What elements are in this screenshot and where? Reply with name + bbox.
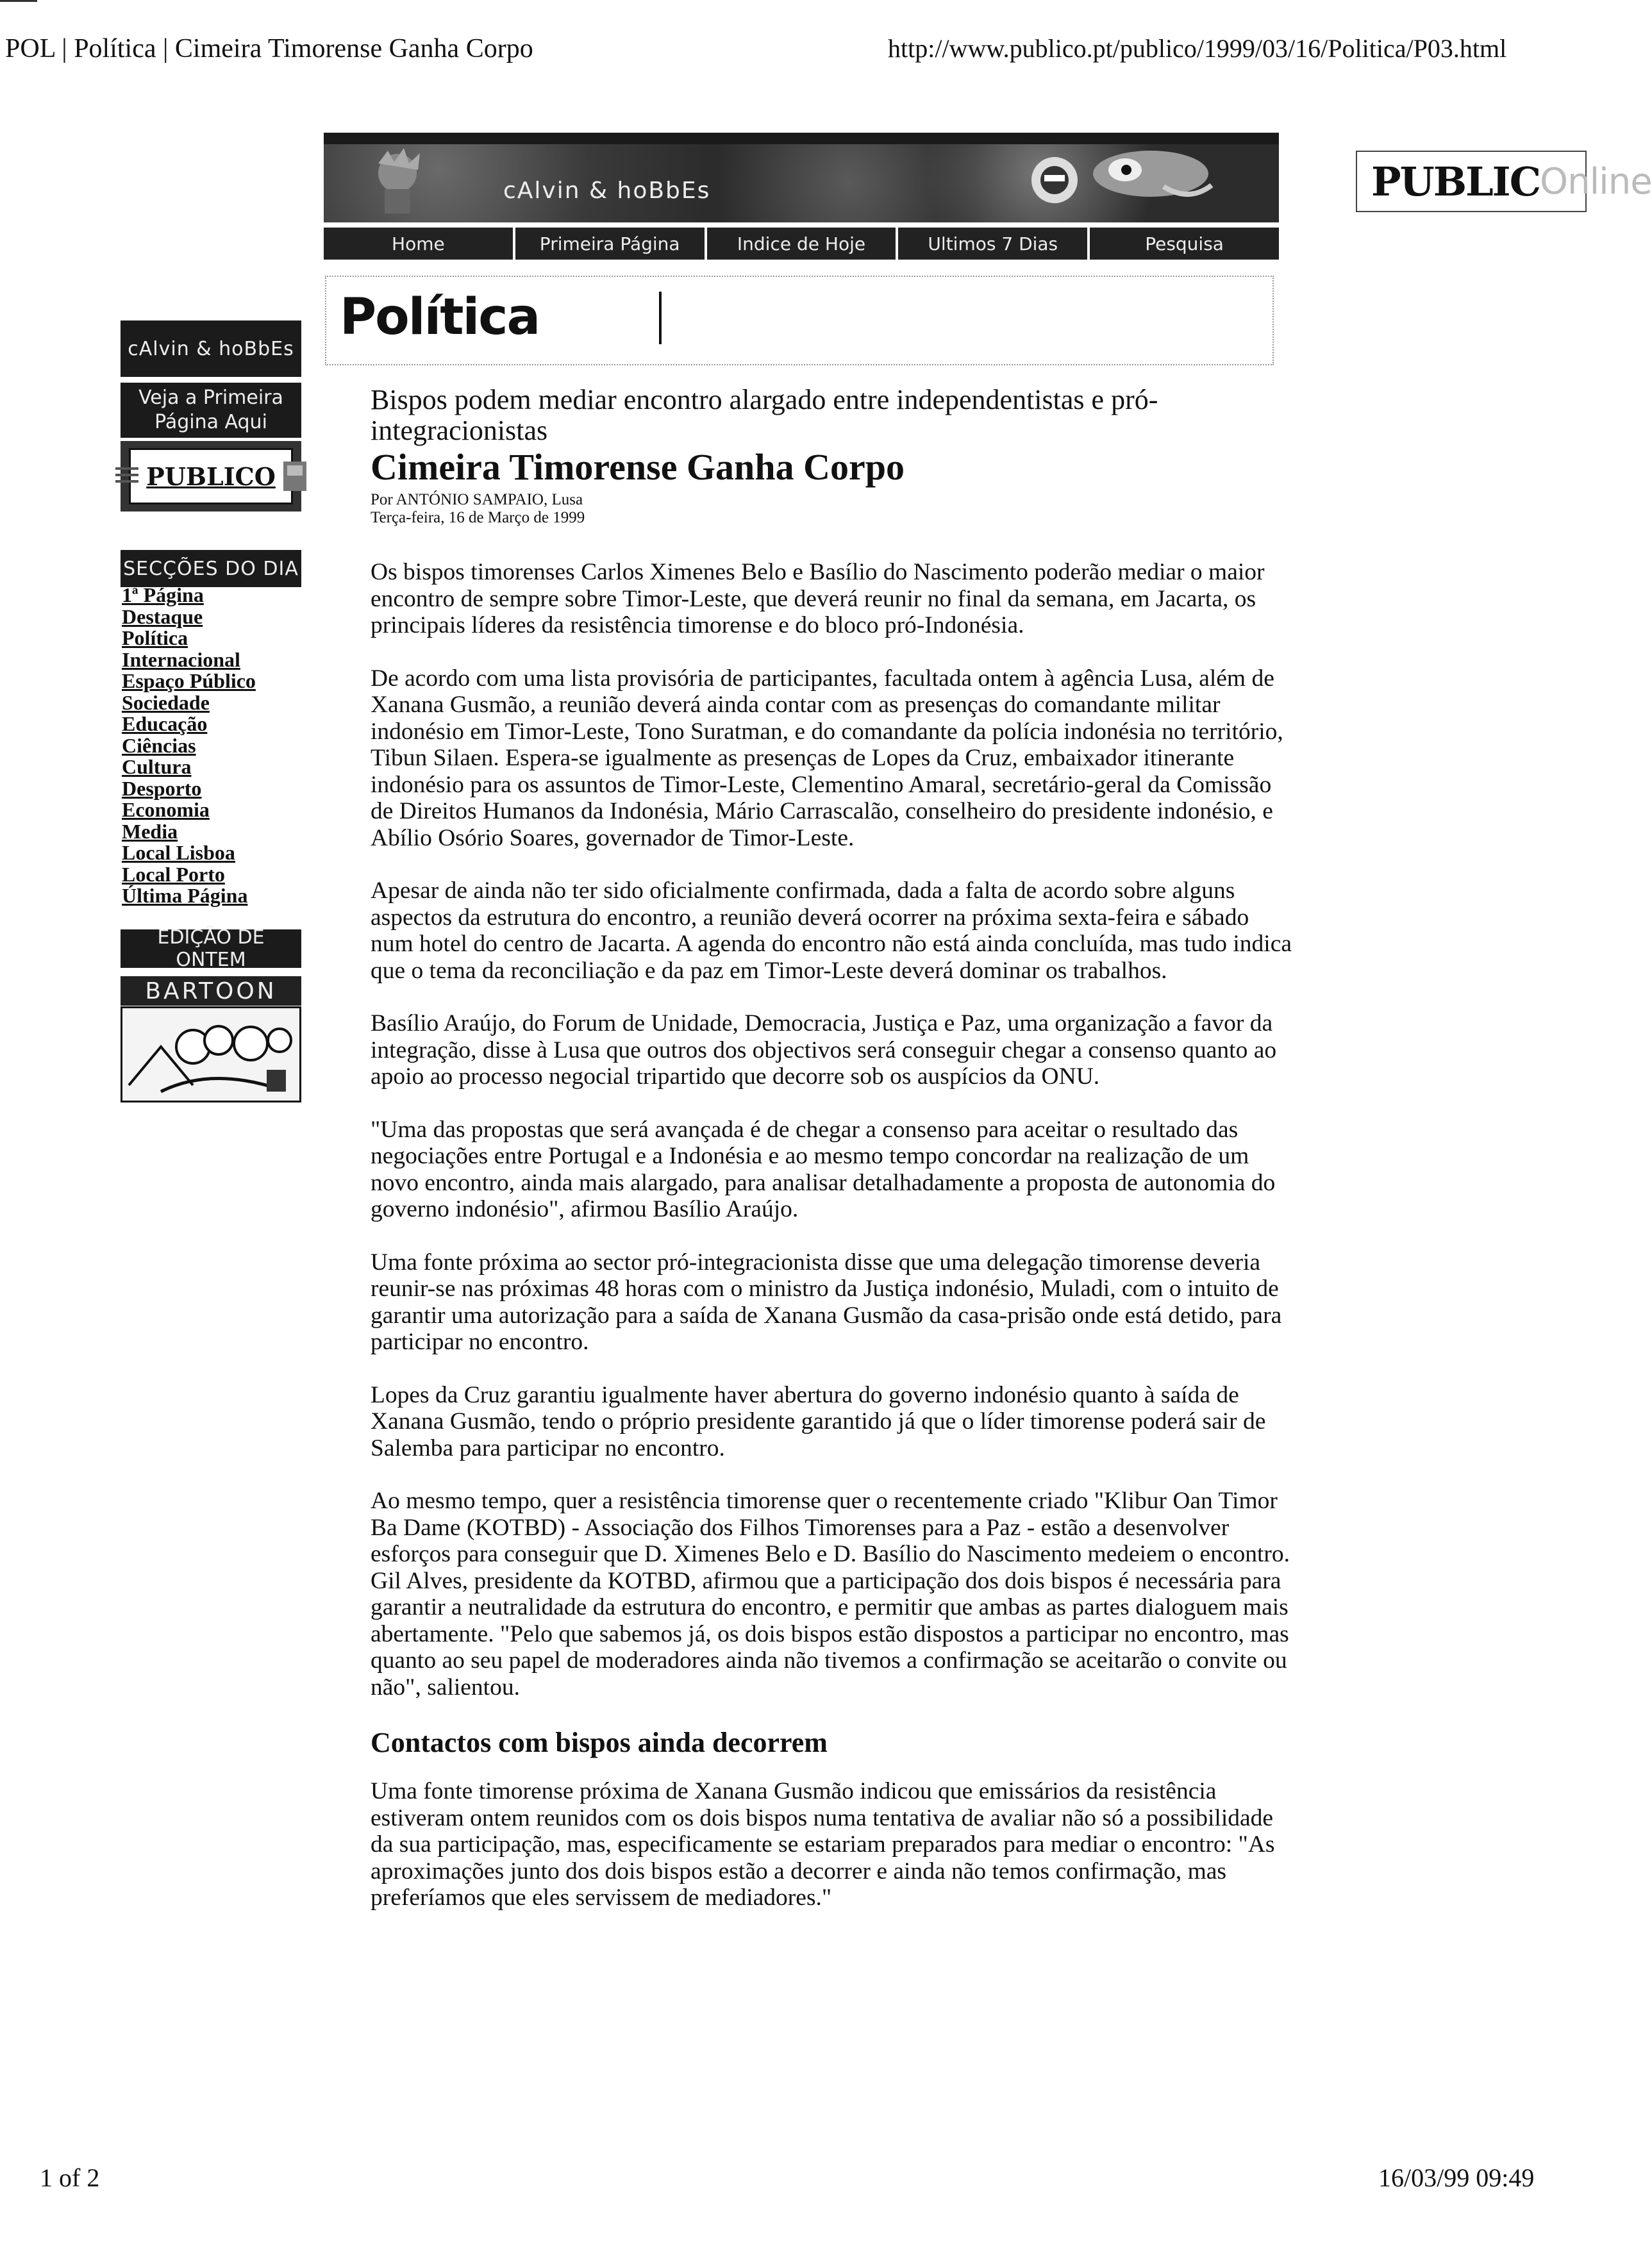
main-nav: [324, 228, 1279, 260]
sidebar-link-ultima-pagina[interactable]: Última Página: [122, 884, 248, 907]
sidebar-veja-primeira-button[interactable]: [121, 383, 301, 438]
article-paragraph: Uma fonte timorense próxima de Xanana Gusmão indicou que emissários da resistência estiveram ontem reunidos com os dois bispos numa tentativa de avaliar não só a possibilidade da sua participação, mas, especificamente se estariam preparados para mediar o encontro: "As aproximações junto dos dois bispos estão a decorrer e ainda não temos confirmação, mas preferíamos que eles servissem de mediadores.": [371, 1778, 1275, 1911]
nav-pesquisa[interactable]: Pesquisa: [1145, 233, 1224, 254]
sidebar-link-local-lisboa[interactable]: Local Lisboa: [122, 841, 235, 864]
logo-bold-text: PUBLIC: [1371, 158, 1540, 205]
sidebar-link-media[interactable]: Media: [122, 819, 178, 843]
sidebar-link-cultura[interactable]: Cultura: [122, 755, 192, 778]
article: [371, 385, 1294, 1938]
veja-line-2: Página Aqui: [154, 411, 267, 433]
article-paragraph: Lopes da Cruz garantiu igualmente haver abertura do governo indonésio quanto à saída de Xanana Gusmão, tendo o próprio presidente garantido já que o líder timorense poderá sair de Salemba para participar no encontro.: [371, 1381, 1266, 1461]
article-body: [371, 559, 1294, 1911]
nav-home[interactable]: Home: [324, 228, 515, 260]
article-byline: Por ANTÓNIO SAMPAIO, Lusa: [371, 491, 583, 508]
veja-line-1: Veja a Primeira: [138, 387, 283, 409]
sidebar-link-sociedade[interactable]: Sociedade: [122, 690, 210, 714]
sidebar-bartoon-label[interactable]: BARTOON: [121, 976, 301, 1006]
article-lead: Bispos podem mediar encontro alargado entre independentistas e pró-integracionistas: [371, 384, 1158, 446]
article-paragraph: "Uma das propostas que será avançada é de chegar a consenso para aceitar o resultado das negociações entre Portugal e a Indonésia e ao mesmo tempo concordar na realização de um novo encontro, ainda mais alargado, para analisar detalhadamente a proposta de autonomia do governo indonésio", afirmou Basílio Araújo.: [371, 1116, 1276, 1222]
sidebar-edicao-de-ontem-button[interactable]: EDIÇÃO DE ONTEM: [121, 929, 301, 968]
sidebar-seccoes-heading: SECÇÕES DO DIA: [121, 550, 301, 587]
print-footer-page: 1 of 2: [40, 2163, 100, 2192]
sidebar-calvin-banner[interactable]: cAlvin & hoBbEs: [121, 320, 301, 377]
calvin-cartoon-icon: [359, 144, 436, 215]
sidebar-link-local-porto[interactable]: Local Porto: [122, 862, 225, 886]
sidebar-publico-thumbnail[interactable]: [121, 441, 301, 512]
article-headline: Cimeira Timorense Ganha Corpo: [371, 446, 905, 488]
sidebar-link-desporto[interactable]: Desporto: [122, 776, 202, 800]
sidebar-link-destaque[interactable]: Destaque: [122, 604, 203, 628]
print-header-url: http://www.publico.pt/publico/1999/03/16/Politica/P03.html: [888, 34, 1507, 63]
bartoon-cartoon-icon[interactable]: [121, 1006, 301, 1102]
print-header-title: POL | Política | Cimeira Timorense Ganha Corpo: [5, 34, 533, 63]
publico-thumbnail-word: PUBLICO: [146, 462, 276, 491]
newspaper-photo-icon: [282, 460, 308, 492]
sidebar-link-economia[interactable]: Economia: [122, 798, 210, 821]
sidebar-link-ciencias[interactable]: Ciências: [122, 733, 196, 757]
sidebar-link-1a-pagina[interactable]: 1ª Página: [122, 583, 204, 606]
sidebar-link-politica[interactable]: Política: [122, 626, 188, 649]
article-paragraph: Os bispos timorenses Carlos Ximenes Belo e Basílio do Nascimento poderão mediar o maior encontro de sempre sobre Timor-Leste, que deverá reunir no final da semana, em Jacarta, os principais líderes da resistência timorense e do bloco pró-Indonésia.: [371, 559, 1265, 638]
article-date: Terça-feira, 16 de Março de 1999: [371, 509, 585, 526]
sidebar-section-links: [122, 585, 308, 907]
sidebar-link-educacao[interactable]: Educação: [122, 712, 208, 735]
bartoon-drawing: [122, 1008, 299, 1101]
logo-light-text: Online: [1540, 160, 1652, 203]
sidebar-link-internacional[interactable]: Internacional: [122, 647, 240, 671]
scan-corner-mark: [0, 0, 37, 2]
article-paragraph: De acordo com uma lista provisória de participantes, facultada ontem à agência Lusa, além de Xanana Gusmão, a reunião deverá ainda contar com as presenças do comandante militar indonésio em Timor-Leste, Tono Suratman, e do comandante da polícia indonésia no território, Tibun Silaen. Espera-se igualmente as presenças de Lopes da Cruz, embaixador itinerante indonésio para os assuntos de Timor-Leste, Clementino Amaral, secretário-geral da Comissão de Direitos Humanos da Indonésia, Mário Carrascalão, conselheiro do presidente indonésio, e Abílio Osório Soares, governador de Timor-Leste.: [371, 665, 1283, 851]
section-divider: [659, 292, 662, 344]
article-paragraph: Basílio Araújo, do Forum de Unidade, Democracia, Justiça e Paz, uma organização a favor da integração, disse à Lusa que outros dos objectivos será conseguir chegar a consenso quanto ao apoio ao processo negocial tripartido que decorre sob os auspícios da ONU.: [371, 1010, 1277, 1090]
sidebar-link-espaco-publico[interactable]: Espaço Público: [122, 669, 256, 692]
publico-online-logo[interactable]: [1356, 151, 1652, 212]
print-footer-datetime: 16/03/99 09:49: [1378, 2163, 1535, 2192]
hobbes-cartoon-icon: [1029, 142, 1221, 219]
article-paragraph: Uma fonte próxima ao sector pró-integracionista disse que uma delegação timorense deveria reunir-se nas próximas 48 horas com o ministro da Justiça indonésio, Muladi, com o intuito de garantir uma autorização para a saída de Xanana Gusmão da casa-prisão onde está detido, para participar no encontro.: [371, 1249, 1282, 1355]
section-title: Política: [340, 288, 540, 346]
article-paragraph: Ao mesmo tempo, quer a resistência timorense quer o recentemente criado "Klibur Oan Timor Ba Dame (KOTBD) - Associação dos Filhos Timorenses para a Paz - estão a desenvolver esforços para conseguir que D. Ximenes Belo e D. Basílio do Nascimento medeiem o encontro. Gil Alves, presidente da KOTBD, afirmou que a participação dos dois bispos é necessária para garantir a neutralidade da estrutura do encontro, e permitir que ambas as partes dialoguem mais abertamente. "Pelo que sabemos já, os dois bispos estão dispostos a participar no encontro, mas quanto ao seu papel de moderadores ainda não tivemos a confirmação se aceitarão o convite ou não", salientou.: [371, 1488, 1290, 1701]
article-paragraph: Apesar de ainda não ter sido oficialmente confirmada, dada a falta de acordo sobre alguns aspectos da estrutura do encontro, a reunião deverá ocorrer na próxima sexta-feira e sábado num hotel do centro de Jacarta. A agenda do encontro não está ainda concluída, mas tudo indica que o tema da reconciliação e da paz em Timor-Leste deverá dominar os trabalhos.: [371, 878, 1292, 984]
banner-title: cAlvin & hoBbEs: [503, 178, 711, 204]
newspaper-lines-icon: [114, 463, 140, 489]
nav-ultimos-7-dias[interactable]: Ultimos 7 Dias: [898, 228, 1090, 260]
article-subhead: Contactos com bispos ainda decorrem: [371, 1727, 828, 1758]
nav-primeira-pagina[interactable]: Primeira Página: [515, 228, 707, 260]
nav-indice-de-hoje[interactable]: Indice de Hoje: [707, 228, 899, 260]
site-banner[interactable]: [324, 133, 1652, 222]
publico-thumbnail-frame: [129, 448, 293, 504]
